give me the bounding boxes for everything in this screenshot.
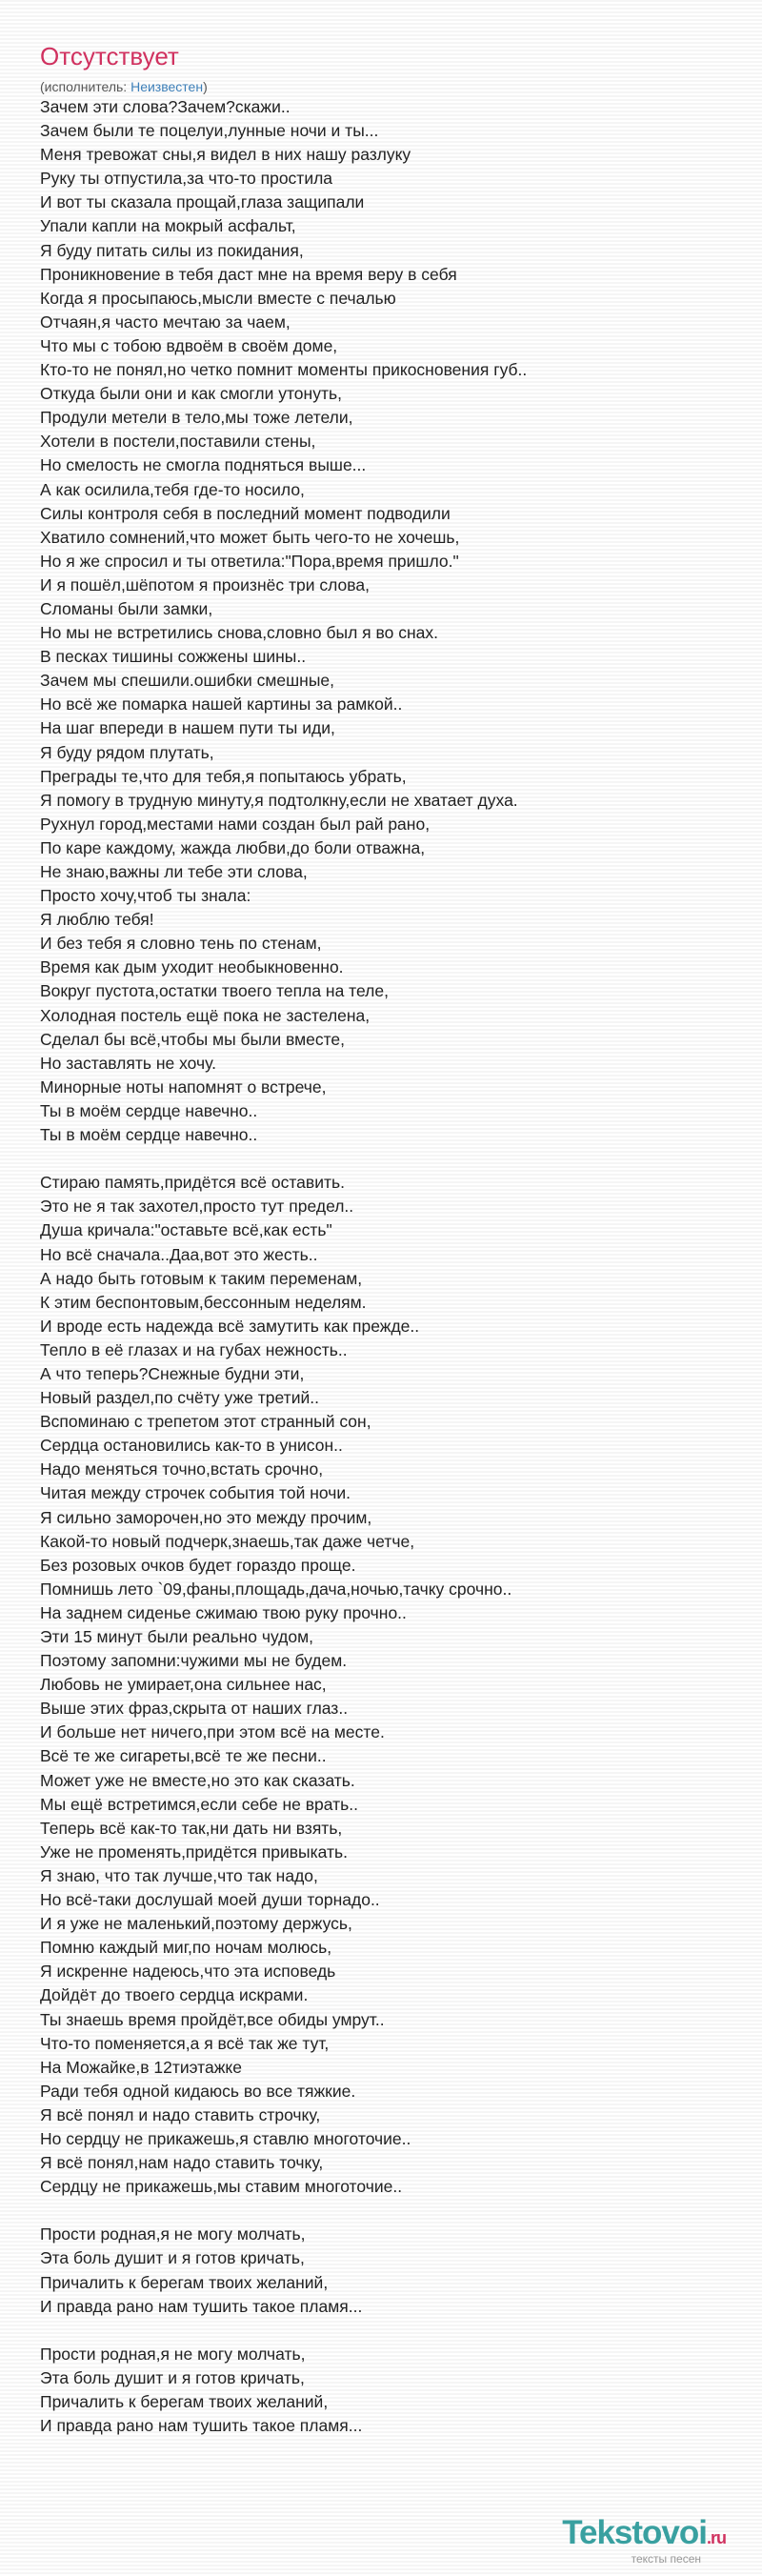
lyric-line: Не знаю,важны ли тебе эти слова,	[40, 862, 308, 881]
lyric-line: Я всё понял,нам надо ставить точку,	[40, 2153, 324, 2173]
lyric-line: Сердца остановились как-то в унисон..	[40, 1436, 343, 1456]
lyric-line: И правда рано нам тушить такое пламя...	[40, 2296, 363, 2316]
lyric-line: Сердцу не прикажешь,мы ставим многоточие..	[40, 2177, 403, 2197]
lyric-line: Эти 15 минут были реально чудом,	[40, 1627, 314, 1646]
stanza-break	[40, 2199, 745, 2223]
lyric-line: Любовь не умирает,она сильнее нас,	[40, 1675, 327, 1695]
lyric-line: Стираю память,придётся всё оставить.	[40, 1173, 345, 1193]
lyric-line: Я сильно заморочен,но это между прочим,	[40, 1507, 372, 1527]
lyric-line: Сломаны были замки,	[40, 598, 213, 618]
lyric-line: Силы контроля себя в последний момент подводили	[40, 503, 451, 523]
lyric-line: Вокруг пустота,остатки твоего тепла на теле,	[40, 981, 389, 1001]
lyric-line: По каре каждому, жажда любви,до боли отважна,	[40, 837, 426, 857]
lyric-line: Ты знаешь время пройдёт,все обиды умрут..	[40, 2009, 385, 2029]
lyric-line: Ты в моём сердце навечно..	[40, 1125, 258, 1145]
lyric-line: Ты в моём сердце навечно..	[40, 1100, 258, 1120]
lyric-line: А как осилила,тебя где-то носило,	[40, 479, 305, 499]
lyric-line: Какой-то новый подчерк,знаешь,так даже четче,	[40, 1531, 415, 1551]
lyric-line: К этим беспонтовым,бессонным неделям.	[40, 1292, 367, 1312]
lyric-line: Душа кричала:"оставьте всё,как есть"	[40, 1220, 332, 1240]
lyric-line: Причалить к берегам твоих желаний,	[40, 2392, 329, 2411]
lyric-line: Хватило сомнений,что может быть чего-то не хочешь,	[40, 527, 460, 547]
lyric-line: Дойдёт до твоего сердца искрами.	[40, 1985, 309, 2005]
lyric-line: Читая между строчек события той ночи.	[40, 1483, 351, 1503]
lyric-line: Прости родная,я не могу молчать,	[40, 2224, 306, 2244]
lyric-line: Ради тебя одной кидаюсь во все тяжкие.	[40, 2081, 356, 2101]
lyric-line: Упали капли на мокрый асфальт,	[40, 216, 296, 236]
lyric-line: Преграды те,что для тебя,я попытаюсь убрать,	[40, 766, 407, 786]
lyric-line: Я помогу в трудную минуту,я подтолкну,если не хватает духа.	[40, 790, 518, 810]
lyric-line: И я пошёл,шёпотом я произнёс три слова,	[40, 574, 370, 594]
lyric-line: Без розовых очков будет гораздо проще.	[40, 1555, 356, 1575]
lyric-line: Я искренне надеюсь,что эта исповедь	[40, 1962, 336, 1982]
lyric-line: Причалить к берегам твоих желаний,	[40, 2272, 329, 2292]
lyric-line: Рухнул город,местами нами создан был рай рано,	[40, 814, 431, 834]
lyric-line: Продули метели в тело,мы тоже летели,	[40, 408, 353, 428]
lyric-line: Прости родная,я не могу молчать,	[40, 2344, 306, 2364]
lyric-line: Это не я так захотел,просто тут предел..	[40, 1197, 354, 1217]
lyric-line: Холодная постель ещё пока не застелена,	[40, 1005, 371, 1025]
lyric-line: Сделал бы всё,чтобы мы были вместе,	[40, 1029, 346, 1049]
lyric-line: На заднем сиденье сжимаю твою руку прочно..	[40, 1602, 407, 1622]
lyric-line: Я всё понял и надо ставить строчку,	[40, 2104, 321, 2124]
lyric-line: Уже не променять,придётся привыкать.	[40, 1841, 349, 1862]
lyric-line: Откуда были они и как смогли утонуть,	[40, 384, 342, 404]
lyric-line: Руку ты отпустила,за что-то простила	[40, 169, 333, 189]
lyric-line: Помнишь лето `09,фаны,площадь,дача,ночью,тачку срочно..	[40, 1579, 512, 1599]
lyric-line: Но я же спросил и ты ответила:"Пора,время пришло."	[40, 551, 459, 571]
lyric-line: Но всё же помарка нашей картины за рамкой..	[40, 694, 403, 714]
subtitle-suffix: )	[203, 79, 208, 94]
lyric-line: Зачем мы спешили.ошибки смешные,	[40, 671, 335, 691]
lyric-line: Поэтому запомни:чужими мы не будем.	[40, 1651, 348, 1671]
lyric-line: Но смелость не смогла подняться выше...	[40, 455, 367, 475]
lyric-line: Мы ещё встретимся,если себе не врать..	[40, 1794, 358, 1814]
lyric-line: Что мы с тобою вдвоём в своём доме,	[40, 335, 338, 355]
lyric-line: Отчаян,я часто мечтаю за чаем,	[40, 312, 291, 332]
lyric-line: А что теперь?Снежные будни эти,	[40, 1363, 305, 1383]
lyric-line: Тепло в её глазах и на губах нежность..	[40, 1339, 348, 1359]
logo-wordmark	[562, 2515, 726, 2556]
lyric-line: Проникновение в тебя даст мне на время веру в себя	[40, 264, 457, 284]
lyric-line: И правда рано нам тушить такое пламя...	[40, 2416, 363, 2436]
logo-tld: .ru	[706, 2528, 726, 2547]
subtitle-prefix: (исполнитель:	[40, 79, 131, 94]
stanza-break	[40, 1147, 745, 1171]
logo-tagline: тексты песен	[631, 2552, 701, 2566]
artist-link[interactable]: Неизвестен	[130, 79, 204, 94]
lyric-line: Я буду рядом плутать,	[40, 742, 214, 762]
lyric-line: Но сердцу не прикажешь,я ставлю многоточие..	[40, 2128, 411, 2148]
lyric-line: Я буду питать силы из покидания,	[40, 240, 304, 260]
lyric-line: И больше нет ничего,при этом всё на месте.	[40, 1722, 385, 1742]
lyric-line: Зачем эти слова?Зачем?скажи..	[40, 97, 291, 116]
lyric-line: Теперь всё как-то так,ни дать ни взять,	[40, 1818, 343, 1838]
lyric-line: А надо быть готовым к таким переменам,	[40, 1268, 363, 1288]
lyric-line: И без тебя я словно тень по стенам,	[40, 934, 322, 954]
lyric-line: На Можайке,в 12тиэтажке	[40, 2057, 243, 2077]
lyric-line: Эта боль душит и я готов кричать,	[40, 2248, 305, 2268]
lyric-line: Выше этих фраз,скрыта от наших глаз..	[40, 1699, 349, 1719]
lyric-line: В песках тишины сожжены шины..	[40, 647, 307, 667]
lyric-line: Но всё-таки дослушай моей души торнадо..	[40, 1890, 380, 1910]
lyric-line: Но мы не встретились снова,словно был я во снах.	[40, 623, 438, 643]
lyric-line: Но всё сначала..Даа,вот это жесть..	[40, 1244, 318, 1264]
song-subtitle	[40, 78, 745, 95]
lyric-line: Вспоминаю с трепетом этот странный сон,	[40, 1412, 371, 1432]
lyric-line: Что-то поменяется,а я всё так же тут,	[40, 2033, 330, 2053]
lyric-line: Всё те же сигареты,всё те же песни..	[40, 1746, 327, 1766]
lyric-line: И я уже не маленький,поэтому держусь,	[40, 1914, 352, 1934]
lyric-line: Я люблю тебя!	[40, 910, 154, 930]
lyric-line: Эта боль душит и я готов кричать,	[40, 2367, 305, 2387]
lyric-line: Когда я просыпаюсь,мысли вместе с печалью	[40, 288, 396, 308]
lyric-line: Зачем были те поцелуи,лунные ночи и ты...	[40, 121, 379, 141]
song-header	[40, 42, 745, 95]
lyric-line: И вроде есть надежда всё замутить как прежде..	[40, 1316, 420, 1336]
lyric-line: Минорные ноты напомнят о встрече,	[40, 1077, 327, 1097]
lyric-line: Помню каждый миг,по ночам молюсь,	[40, 1938, 332, 1958]
lyric-line: Может уже не вместе,но это как сказать.	[40, 1770, 355, 1790]
lyric-line: Кто-то не понял,но четко помнит моменты прикосновения губ..	[40, 360, 528, 380]
lyrics-body	[40, 95, 745, 2438]
song-title: Отсутствует	[40, 42, 179, 70]
lyric-line: Время как дым уходит необыкновенно.	[40, 957, 344, 977]
site-logo[interactable]	[562, 2515, 726, 2566]
stanza-break	[40, 2319, 745, 2343]
lyric-line: И вот ты сказала прощай,глаза защипали	[40, 192, 365, 212]
lyric-line: Надо меняться точно,встать срочно,	[40, 1459, 324, 1479]
lyric-line: Хотели в постели,поставили стены,	[40, 432, 316, 452]
lyric-line: Я знаю, что так лучше,что так надо,	[40, 1865, 318, 1885]
lyric-line: На шаг впереди в нашем пути ты иди,	[40, 718, 335, 738]
logo-name: Tekstovoi	[562, 2514, 707, 2551]
lyric-line: Просто хочу,чтоб ты знала:	[40, 886, 251, 906]
lyric-line: Но заставлять не хочу.	[40, 1053, 217, 1073]
lyric-line: Новый раздел,по счёту уже третий..	[40, 1388, 319, 1408]
lyric-line: Меня тревожат сны,я видел в них нашу разлуку	[40, 145, 411, 165]
